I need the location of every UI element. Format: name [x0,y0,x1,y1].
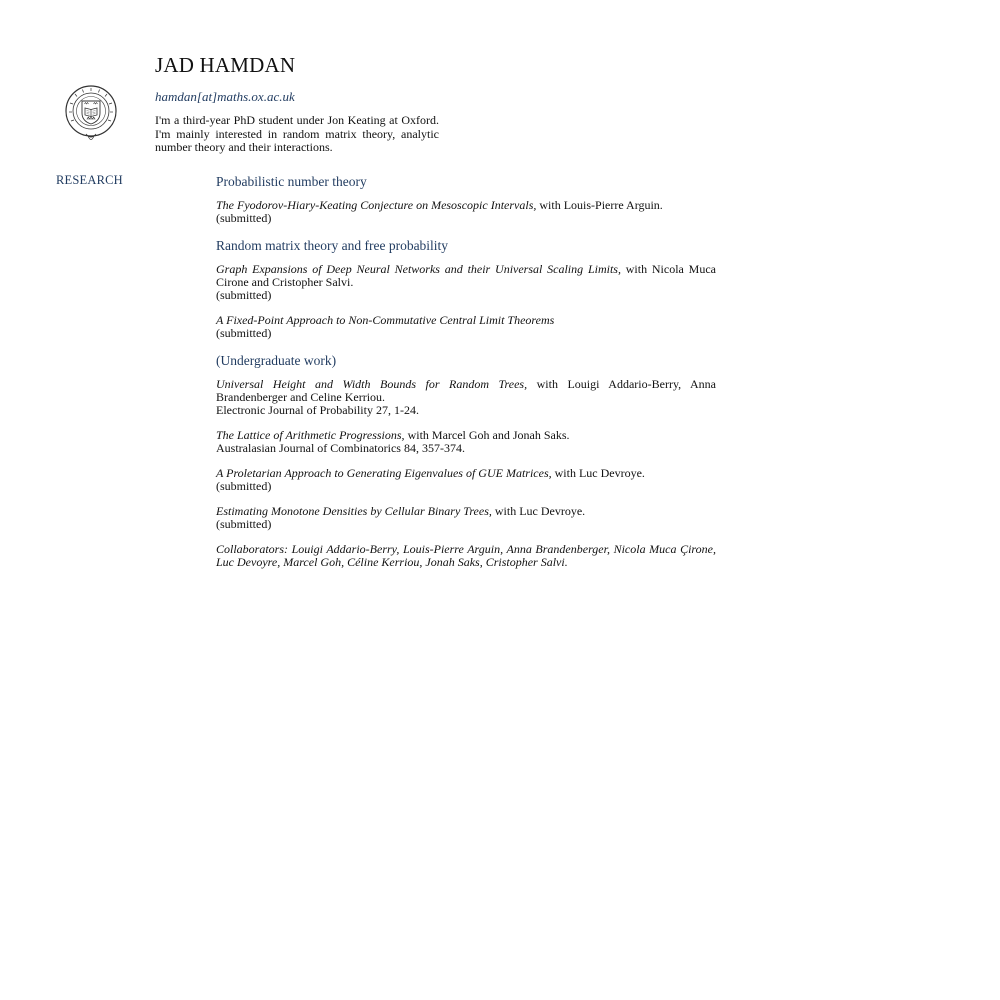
paper-title[interactable]: Universal Height and Width Bounds for Random Trees, [216,377,528,391]
page-title: JAD HAMDAN [155,53,296,77]
section-heading: (Undergraduate work) [216,353,337,368]
paper-coauthors: with Luc Devroye. [494,504,586,518]
research-section-undergraduate-work [216,352,716,531]
paper-venue: Australasian Journal of Combinatorics 84, 357-374. [216,441,465,455]
paper-venue: (submitted) [216,479,272,493]
paper-item [216,263,716,302]
research-content [216,173,716,569]
paper-venue: (submitted) [216,326,272,340]
paper-venue: Electronic Journal of Probability 27, 1-24. [216,403,419,417]
paper-venue: (submitted) [216,517,272,531]
research-section-probabilistic-number-theory [216,173,716,225]
collaborators-list: Collaborators: Louigi Addario-Berry, Louis-Pierre Arguin, Anna Brandenberger, Nicola Muca Çirone, Luc Devoyre, Marcel Goh, Céline Kerriou, Jonah Saks, Cristopher Salvi. [216,542,716,569]
paper-title[interactable]: A Proletarian Approach to Generating Eigenvalues of GUE Matrices, [216,466,552,480]
section-heading: Probabilistic number theory [216,174,367,189]
paper-coauthors: with Nicola Muca Cirone and Cristopher Salvi. [216,262,716,289]
bio-text: I'm a third-year PhD student under Jon Keating at Oxford. I'm mainly interested in random matrix theory, analytic number theory and their interactions. [155,113,439,154]
paper-title[interactable]: Graph Expansions of Deep Neural Networks and their Universal Scaling Limits, [216,262,621,276]
paper-item [216,199,716,225]
paper-item [216,378,716,417]
section-heading: Random matrix theory and free probability [216,238,449,253]
paper-title[interactable]: The Fyodorov-Hiary-Keating Conjecture on Mesoscopic Intervals, [216,198,537,212]
paper-coauthors: with Louigi Addario-Berry, Anna Brandenberger and Celine Kerriou. [216,377,717,404]
paper-venue: (submitted) [216,211,272,225]
paper-item [216,429,716,455]
paper-title[interactable]: A Fixed-Point Approach to Non-Commutative Central Limit Theorems [216,313,555,327]
research-section-random-matrix-theory [216,237,716,340]
paper-coauthors: with Luc Devroye. [554,466,645,480]
paper-title[interactable]: The Lattice of Arithmetic Progressions, [216,428,405,442]
paper-item [216,314,716,340]
paper-item [216,505,716,531]
university-of-oxford-crest-icon [64,84,118,144]
paper-venue: (submitted) [216,288,272,302]
section-label-research: RESEARCH [56,173,123,187]
paper-item [216,467,716,493]
paper-title[interactable]: Estimating Monotone Densities by Cellular Binary Trees, [216,504,492,518]
paper-coauthors: with Louis-Pierre Arguin. [539,198,663,212]
paper-coauthors: with Marcel Goh and Jonah Saks. [407,428,570,442]
email-link[interactable]: hamdan[at]maths.ox.ac.uk [155,89,295,104]
